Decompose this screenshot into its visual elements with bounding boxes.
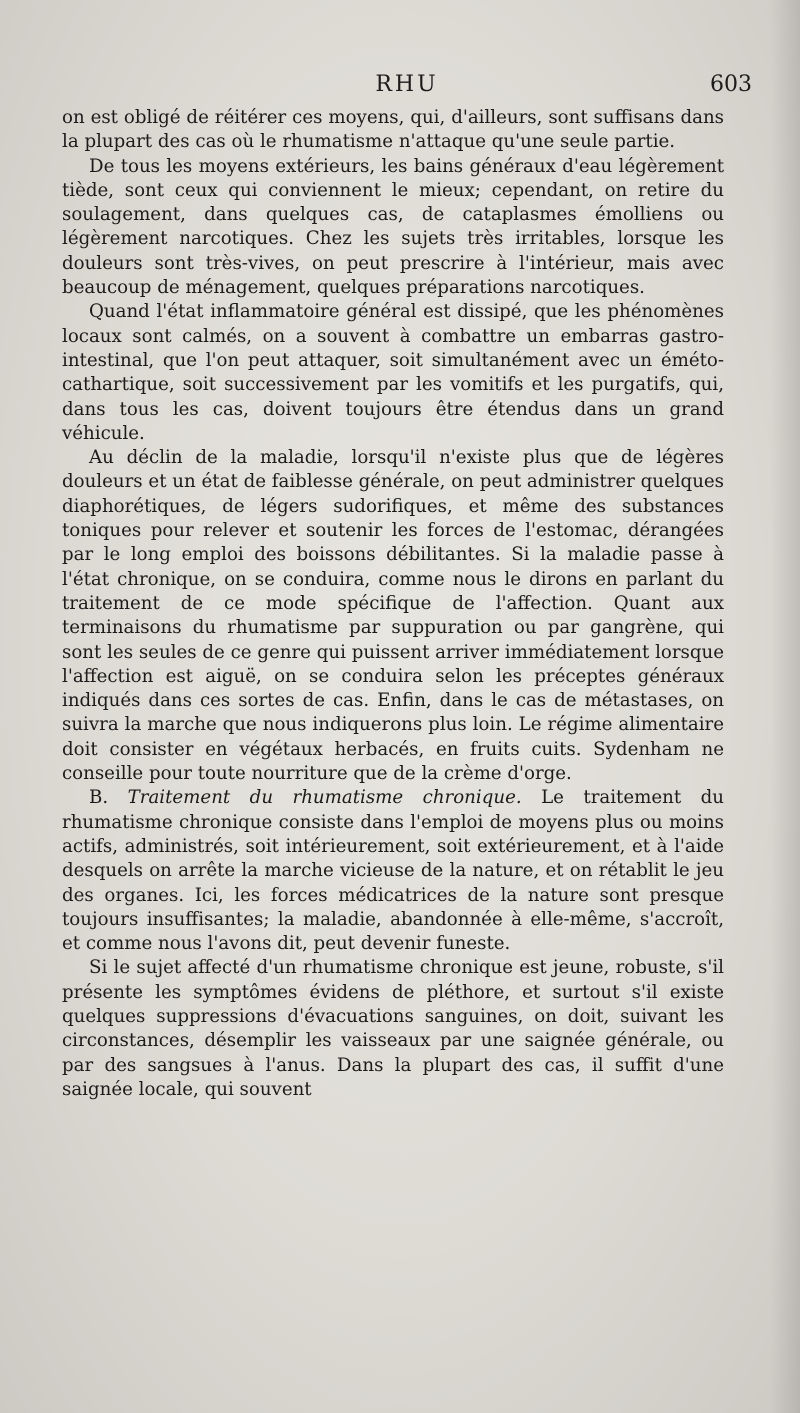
section-b-title: Traitement du rhumatisme chronique. [127, 787, 522, 809]
page-header [62, 72, 752, 104]
running-head: RHU [375, 72, 439, 97]
paragraph-disease-decline: Au déclin de la maladie, lorsqu'il n'existe plus que de légères douleurs et un état de faiblesse générale, on peut administrer quelques diaphorétiques, de légers sudorifiques, et même des substances toniques pour relever et soutenir les forces de l'estomac, dérangées par le long emploi des boissons débilitantes. Si la maladie passe à l'état chronique, on se conduira, comme nous le dirons en parlant du traitement de ce mode spécifique de l'affection. Quant aux terminaisons du rhumatisme par suppuration ou par gangrène, qui sont les seules de ce genre qui puissent arriver immédiatement lorsque l'affection est aiguë, on se conduira selon les préceptes généraux indiqués dans ces sortes de cas. Enfin, dans le cas de métastases, on suivra la marche que nous indiquerons plus loin. Le régime alimentaire doit consister en végétaux herbacés, en fruits cuits. Sydenham ne conseille pour toute nourriture que de la crème d'orge. [62, 447, 724, 785]
section-b-text: Le traitement du rhumatisme chronique consiste dans l'emploi de moyens plus ou moins actifs, administrés, soit intérieurement, soit extérieurement, et à l'aide desquels on arrête la marche vicieuse de la nature, et on rétablit le jeu des organes. Ici, les forces médicatrices de la nature sont presque toujours insuffisantes; la maladie, abandonnée à elle-même, s'accroît, et comme nous l'avons dit, peut devenir funeste. [62, 787, 724, 955]
paragraph-continued: on est obligé de réitérer ces moyens, qui, d'ailleurs, sont suffisans dans la plupart des cas où le rhumatisme n'attaque qu'une seule partie. [62, 107, 724, 153]
page-edge-shadow [770, 0, 800, 1413]
paragraph-external-remedies: De tous les moyens extérieurs, les bains généraux d'eau légèrement tiède, sont ceux qui conviennent le mieux; cependant, on retire du soulagement, dans quelques cas, de cataplasmes émolliens ou légèrement narcotiques. Chez les sujets très irritables, lorsque les douleurs sont très-vives, on peut prescrire à l'intérieur, mais avec beaucoup de ménagement, quelques préparations narcotiques. [62, 155, 724, 299]
paragraph-young-subject: Si le sujet affecté d'un rhumatisme chronique est jeune, robuste, s'il présente les symptômes évidens de pléthore, et surtout s'il existe quelques suppressions d'évacuations sanguines, on doit, suivant les circonstances, désemplir les vaisseaux par une saignée générale, ou par des sangsues à l'anus. Dans la plupart des cas, il suffit d'une saignée locale, qui souvent [62, 957, 724, 1100]
paragraph-inflammatory-state: Quand l'état inflammatoire général est dissipé, que les phénomènes locaux sont calmés, on a souvent à combattre un embarras gastro-intestinal, que l'on peut attaquer, soit simultanément avec un éméto-cathartique, soit successivement par les vomitifs et les purgatifs, qui, dans tous les cas, doivent toujours être étendus dans un grand véhicule. [62, 301, 724, 444]
page-number: 603 [710, 72, 752, 97]
section-b-label: B. [89, 787, 109, 809]
section-b-paragraph [62, 786, 724, 956]
body-text [62, 106, 724, 1102]
